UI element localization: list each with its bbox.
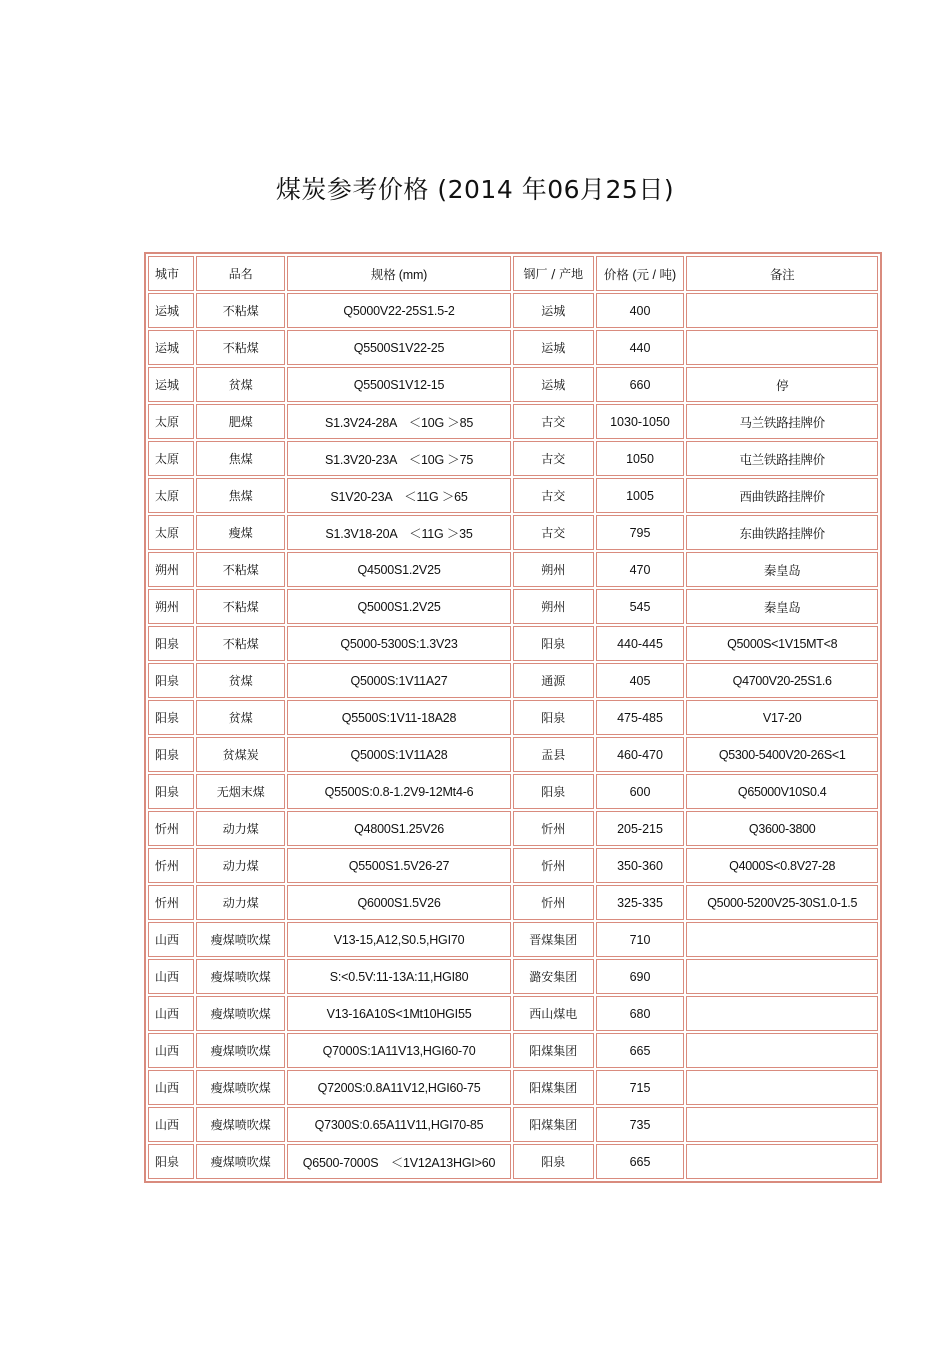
cell-origin: 古交 xyxy=(513,404,594,439)
cell-price: 660 xyxy=(596,367,685,402)
cell-product: 瘦煤喷吹煤 xyxy=(196,996,285,1031)
header-origin: 钢厂 / 产地 xyxy=(513,256,594,291)
cell-product: 不粘煤 xyxy=(196,626,285,661)
cell-origin: 盂县 xyxy=(513,737,594,772)
table-row xyxy=(148,515,878,550)
cell-note: V17-20 xyxy=(686,700,878,735)
table-row xyxy=(148,626,878,661)
cell-city: 太原 xyxy=(148,441,194,476)
cell-price: 1050 xyxy=(596,441,685,476)
cell-spec: V13-15,A12,S0.5,HGI70 xyxy=(287,922,511,957)
cell-note: 秦皇岛 xyxy=(686,552,878,587)
cell-product: 瘦煤喷吹煤 xyxy=(196,959,285,994)
cell-product: 贫煤炭 xyxy=(196,737,285,772)
cell-spec: S1.3V24-28A ＜10G ＞85 xyxy=(287,404,511,439)
cell-product: 动力煤 xyxy=(196,811,285,846)
table-row xyxy=(148,441,878,476)
cell-spec: Q5500S1V12-15 xyxy=(287,367,511,402)
cell-product: 瘦煤喷吹煤 xyxy=(196,1070,285,1105)
cell-city: 太原 xyxy=(148,478,194,513)
cell-spec: Q5000S1.2V25 xyxy=(287,589,511,624)
header-spec: 规格 (mm) xyxy=(287,256,511,291)
header-city: 城市 xyxy=(148,256,194,291)
cell-price: 680 xyxy=(596,996,685,1031)
cell-note: Q4000S<0.8V27-28 xyxy=(686,848,878,883)
cell-product: 焦煤 xyxy=(196,478,285,513)
cell-note: Q4700V20-25S1.6 xyxy=(686,663,878,698)
table-row xyxy=(148,1107,878,1142)
cell-price: 470 xyxy=(596,552,685,587)
cell-note xyxy=(686,1033,878,1068)
cell-spec: Q5500S1.5V26-27 xyxy=(287,848,511,883)
cell-price: 440-445 xyxy=(596,626,685,661)
cell-note: 西曲铁路挂牌价 xyxy=(686,478,878,513)
table-row xyxy=(148,589,878,624)
cell-price: 710 xyxy=(596,922,685,957)
cell-note: 屯兰铁路挂牌价 xyxy=(686,441,878,476)
cell-product: 瘦煤 xyxy=(196,515,285,550)
table-row xyxy=(148,663,878,698)
cell-price: 795 xyxy=(596,515,685,550)
cell-product: 瘦煤喷吹煤 xyxy=(196,1107,285,1142)
cell-price: 205-215 xyxy=(596,811,685,846)
header-product: 品名 xyxy=(196,256,285,291)
cell-spec: V13-16A10S<1Mt10HGI55 xyxy=(287,996,511,1031)
cell-city: 山西 xyxy=(148,959,194,994)
table-row xyxy=(148,959,878,994)
cell-spec: Q5500S:1V11-18A28 xyxy=(287,700,511,735)
cell-product: 动力煤 xyxy=(196,848,285,883)
cell-price: 405 xyxy=(596,663,685,698)
cell-city: 忻州 xyxy=(148,848,194,883)
cell-city: 山西 xyxy=(148,922,194,957)
cell-note xyxy=(686,293,878,328)
header-price: 价格 (元 / 吨) xyxy=(596,256,685,291)
cell-note: 停 xyxy=(686,367,878,402)
cell-product: 瘦煤喷吹煤 xyxy=(196,922,285,957)
cell-city: 阳泉 xyxy=(148,700,194,735)
table-header xyxy=(148,256,878,291)
cell-price: 325-335 xyxy=(596,885,685,920)
cell-origin: 西山煤电 xyxy=(513,996,594,1031)
coal-price-table xyxy=(144,252,882,1183)
cell-city: 山西 xyxy=(148,1033,194,1068)
cell-origin: 古交 xyxy=(513,441,594,476)
cell-price: 715 xyxy=(596,1070,685,1105)
cell-price: 350-360 xyxy=(596,848,685,883)
cell-origin: 阳泉 xyxy=(513,1144,594,1179)
cell-origin: 阳煤集团 xyxy=(513,1033,594,1068)
cell-origin: 忻州 xyxy=(513,848,594,883)
table-row xyxy=(148,330,878,365)
table-row xyxy=(148,1144,878,1179)
table-row xyxy=(148,404,878,439)
cell-city: 山西 xyxy=(148,1070,194,1105)
header-row xyxy=(148,256,878,291)
table-body xyxy=(148,293,878,1179)
cell-product: 动力煤 xyxy=(196,885,285,920)
cell-city: 运城 xyxy=(148,367,194,402)
cell-spec: Q4800S1.25V26 xyxy=(287,811,511,846)
cell-product: 不粘煤 xyxy=(196,293,285,328)
cell-spec: S:<0.5V:11-13A:11,HGI80 xyxy=(287,959,511,994)
table-row xyxy=(148,293,878,328)
cell-spec: Q7200S:0.8A11V12,HGI60-75 xyxy=(287,1070,511,1105)
cell-note xyxy=(686,922,878,957)
cell-note: Q3600-3800 xyxy=(686,811,878,846)
table-row xyxy=(148,774,878,809)
cell-note xyxy=(686,959,878,994)
cell-city: 山西 xyxy=(148,996,194,1031)
table-row xyxy=(148,885,878,920)
cell-origin: 潞安集团 xyxy=(513,959,594,994)
cell-product: 无烟末煤 xyxy=(196,774,285,809)
cell-origin: 晋煤集团 xyxy=(513,922,594,957)
table-row xyxy=(148,1070,878,1105)
cell-city: 朔州 xyxy=(148,552,194,587)
cell-spec: Q5000S:1V11A28 xyxy=(287,737,511,772)
cell-price: 665 xyxy=(596,1144,685,1179)
cell-origin: 阳泉 xyxy=(513,774,594,809)
cell-price: 665 xyxy=(596,1033,685,1068)
cell-origin: 阳泉 xyxy=(513,626,594,661)
cell-product: 瘦煤喷吹煤 xyxy=(196,1033,285,1068)
table-row xyxy=(148,811,878,846)
cell-price: 460-470 xyxy=(596,737,685,772)
cell-spec: Q7000S:1A11V13,HGI60-70 xyxy=(287,1033,511,1068)
table-row xyxy=(148,1033,878,1068)
cell-note: Q5000-5200V25-30S1.0-1.5 xyxy=(686,885,878,920)
cell-city: 忻州 xyxy=(148,811,194,846)
page-title: 煤炭参考价格 (2014 年06月25日) xyxy=(275,175,675,204)
cell-product: 焦煤 xyxy=(196,441,285,476)
cell-spec: Q5500S1V22-25 xyxy=(287,330,511,365)
cell-price: 690 xyxy=(596,959,685,994)
cell-spec: Q7300S:0.65A11V11,HGI70-85 xyxy=(287,1107,511,1142)
cell-spec: Q5500S:0.8-1.2V9-12Mt4-6 xyxy=(287,774,511,809)
cell-city: 太原 xyxy=(148,515,194,550)
cell-price: 600 xyxy=(596,774,685,809)
cell-product: 不粘煤 xyxy=(196,552,285,587)
cell-spec: Q6000S1.5V26 xyxy=(287,885,511,920)
cell-note xyxy=(686,996,878,1031)
cell-origin: 古交 xyxy=(513,515,594,550)
cell-origin: 运城 xyxy=(513,330,594,365)
cell-spec: Q5000-5300S:1.3V23 xyxy=(287,626,511,661)
cell-origin: 运城 xyxy=(513,293,594,328)
cell-origin: 通源 xyxy=(513,663,594,698)
cell-city: 太原 xyxy=(148,404,194,439)
cell-city: 运城 xyxy=(148,330,194,365)
cell-origin: 阳泉 xyxy=(513,700,594,735)
cell-city: 山西 xyxy=(148,1107,194,1142)
table-row xyxy=(148,922,878,957)
cell-note xyxy=(686,1070,878,1105)
cell-origin: 阳煤集团 xyxy=(513,1070,594,1105)
cell-note: Q5300-5400V20-26S<1 xyxy=(686,737,878,772)
cell-spec: S1.3V18-20A ＜11G ＞35 xyxy=(287,515,511,550)
table-row xyxy=(148,367,878,402)
cell-city: 朔州 xyxy=(148,589,194,624)
cell-note: Q65000V10S0.4 xyxy=(686,774,878,809)
cell-city: 运城 xyxy=(148,293,194,328)
cell-product: 不粘煤 xyxy=(196,330,285,365)
cell-product: 肥煤 xyxy=(196,404,285,439)
cell-spec: Q5000V22-25S1.5-2 xyxy=(287,293,511,328)
cell-note: Q5000S<1V15MT<8 xyxy=(686,626,878,661)
cell-city: 阳泉 xyxy=(148,774,194,809)
cell-note xyxy=(686,330,878,365)
table-row xyxy=(148,737,878,772)
cell-price: 1005 xyxy=(596,478,685,513)
cell-note xyxy=(686,1144,878,1179)
cell-city: 阳泉 xyxy=(148,1144,194,1179)
cell-price: 545 xyxy=(596,589,685,624)
cell-price: 400 xyxy=(596,293,685,328)
cell-city: 忻州 xyxy=(148,885,194,920)
cell-origin: 忻州 xyxy=(513,885,594,920)
cell-spec: Q6500-7000S ＜1V12A13HGI>60 xyxy=(287,1144,511,1179)
cell-product: 贫煤 xyxy=(196,663,285,698)
cell-product: 瘦煤喷吹煤 xyxy=(196,1144,285,1179)
header-note: 备注 xyxy=(686,256,878,291)
cell-origin: 古交 xyxy=(513,478,594,513)
cell-note: 东曲铁路挂牌价 xyxy=(686,515,878,550)
cell-note xyxy=(686,1107,878,1142)
cell-price: 440 xyxy=(596,330,685,365)
cell-price: 475-485 xyxy=(596,700,685,735)
cell-spec: Q4500S1.2V25 xyxy=(287,552,511,587)
cell-spec: Q5000S:1V11A27 xyxy=(287,663,511,698)
cell-note: 秦皇岛 xyxy=(686,589,878,624)
table-row xyxy=(148,478,878,513)
cell-origin: 运城 xyxy=(513,367,594,402)
cell-spec: S1V20-23A ＜11G ＞65 xyxy=(287,478,511,513)
cell-city: 阳泉 xyxy=(148,663,194,698)
cell-origin: 阳煤集团 xyxy=(513,1107,594,1142)
table-row xyxy=(148,552,878,587)
cell-city: 阳泉 xyxy=(148,737,194,772)
cell-price: 735 xyxy=(596,1107,685,1142)
table-row xyxy=(148,996,878,1031)
table-row xyxy=(148,700,878,735)
cell-origin: 朔州 xyxy=(513,589,594,624)
cell-product: 不粘煤 xyxy=(196,589,285,624)
cell-product: 贫煤 xyxy=(196,700,285,735)
cell-city: 阳泉 xyxy=(148,626,194,661)
cell-origin: 忻州 xyxy=(513,811,594,846)
cell-product: 贫煤 xyxy=(196,367,285,402)
cell-origin: 朔州 xyxy=(513,552,594,587)
cell-note: 马兰铁路挂牌价 xyxy=(686,404,878,439)
table-row xyxy=(148,848,878,883)
cell-spec: S1.3V20-23A ＜10G ＞75 xyxy=(287,441,511,476)
cell-price: 1030-1050 xyxy=(596,404,685,439)
